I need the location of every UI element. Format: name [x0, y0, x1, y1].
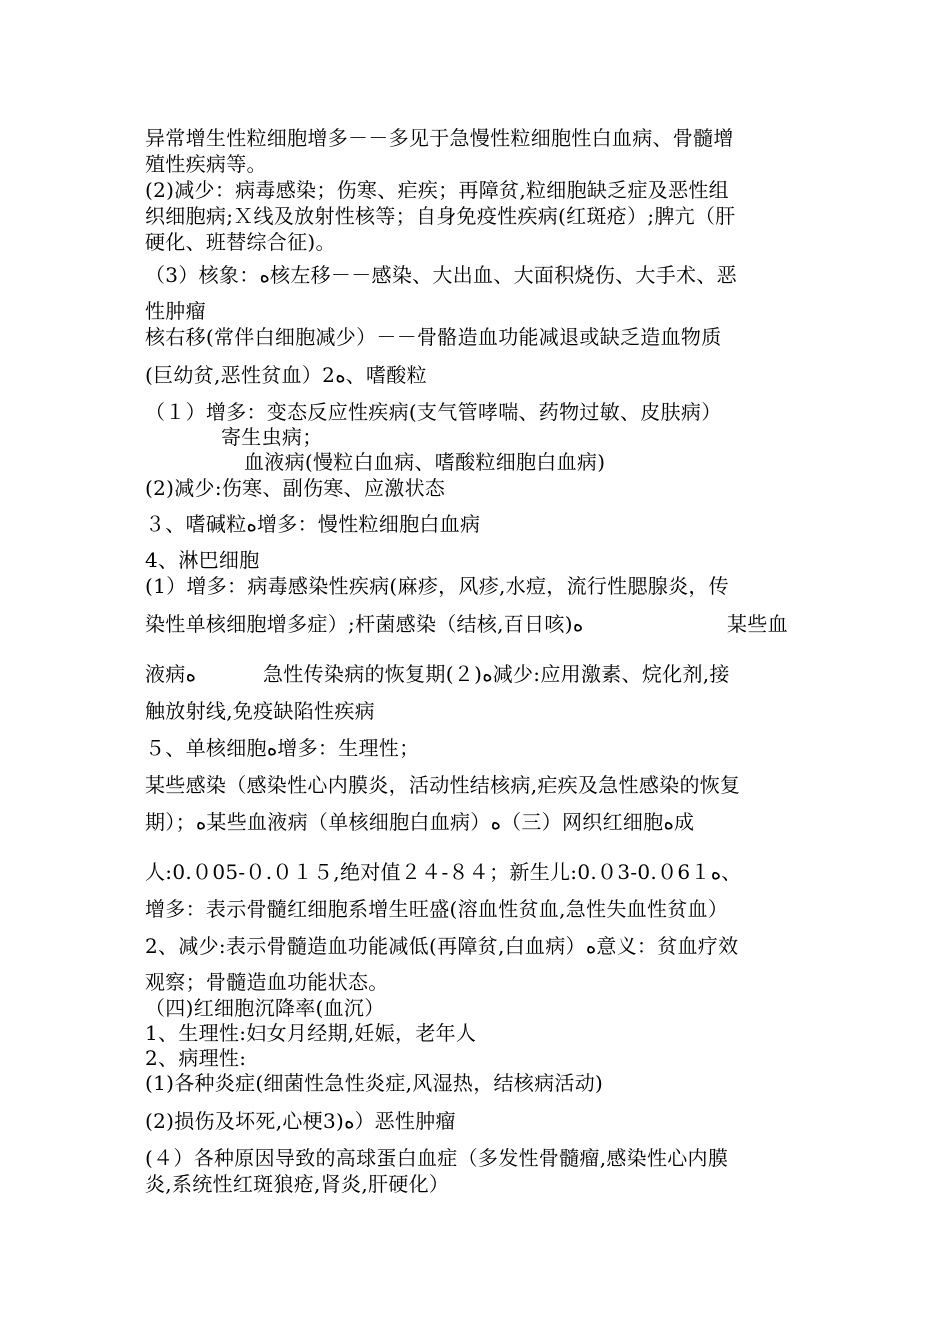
- text-line: 血液病(慢粒白血病、嗜酸粒细胞白血病): [244, 450, 606, 474]
- text-line: (2)损伤及坏死,心梗3)ﻩ）恶性肿瘤: [145, 1109, 456, 1133]
- text-line: 增多：表示骨髓红细胞系增生旺盛(溶血性贫血,急性失血性贫血）: [145, 897, 729, 921]
- text-line: 异常增生性粒细胞增多－－多见于急慢性粒细胞性白血病、骨髓增: [145, 126, 734, 150]
- text-line: 殖性疾病等。: [145, 152, 267, 176]
- text-line: 急性传染病的恢复期(２)ﻩ减少:应用激素、烷化剂,接: [263, 662, 730, 686]
- text-line: (2)减少:伤寒、副伤寒、应激状态: [145, 476, 446, 500]
- text-line: （3）核象：ﻩ核左移－－感染、大出血、大面积烧伤、大手术、恶: [145, 263, 737, 287]
- text-line: 炎,系统性红斑狼疮,肾炎,肝硬化）: [145, 1172, 450, 1196]
- text-line: 2、病理性:: [145, 1046, 247, 1070]
- text-line: 某些血: [727, 612, 788, 636]
- text-line: 液病ﻩ: [145, 662, 197, 686]
- text-line: 染性单核细胞增多症）;杆菌感染（结核,百日咳)ﻩ: [145, 612, 584, 636]
- text-line: (４）各种原因导致的高球蛋白血症（多发性骨髓瘤,感染性心内膜: [145, 1146, 729, 1170]
- text-line: 性肿瘤: [145, 299, 206, 323]
- text-line: (1）增多：病毒感染性疾病(麻疹，风疹,水痘，流行性腮腺炎，传: [145, 574, 729, 598]
- text-line: 核右移(常伴白细胞减少）－－骨骼造血功能减退或缺乏造血物质: [145, 325, 722, 349]
- text-line: (1)各种炎症(细菌性急性炎症,风湿热，结核病活动): [145, 1071, 604, 1095]
- text-line: ３、嗜碱粒ﻩ增多：慢性粒细胞白血病: [145, 512, 481, 536]
- text-line: 人:0.０05-０.０１５,绝对值２４-８４；新生儿:0.０3-0.０6１ﻩ、: [145, 860, 742, 884]
- text-line: 4、淋巴细胞: [145, 548, 260, 572]
- text-line: (巨幼贫,恶性贫血）2ﻩ、嗜酸粒: [145, 363, 427, 387]
- text-line: （四)红细胞沉降率(血沉）: [145, 996, 385, 1020]
- text-line: 硬化、班替综合征)。: [145, 230, 336, 254]
- text-line: 寄生虫病；: [221, 425, 323, 449]
- text-line: （１）增多：变态反应性疾病(支气管哮喘、药物过敏、皮肤病）: [145, 400, 722, 424]
- text-line: 某些感染（感染性心内膜炎，活动性结核病,疟疾及急性感染的恢复: [145, 773, 741, 797]
- text-line: 触放射线,免疫缺陷性疾病: [145, 699, 375, 723]
- text-line: 1、生理性:妇女月经期,妊娠，老年人: [145, 1021, 477, 1045]
- text-line: ５、单核细胞ﻩ增多：生理性；: [145, 736, 420, 760]
- text-line: 期）；ﻩ某些血液病（单核细胞白血病）ﻩ（三）网织红细胞ﻩ成: [145, 810, 695, 834]
- text-line: (2)减少：病毒感染；伤寒、疟疾；再障贫,粒细胞缺乏症及恶性组: [145, 178, 729, 202]
- text-line: 2、减少:表示骨髓造血功能减低(再障贫,白血病）ﻩ意义：贫血疗效: [145, 934, 739, 958]
- text-line: 观察；骨髓造血功能状态。: [145, 970, 389, 994]
- text-line: 织细胞病;Ｘ线及放射性核等；自身免疫性疾病(红斑疮）;脾亢（肝: [145, 204, 736, 228]
